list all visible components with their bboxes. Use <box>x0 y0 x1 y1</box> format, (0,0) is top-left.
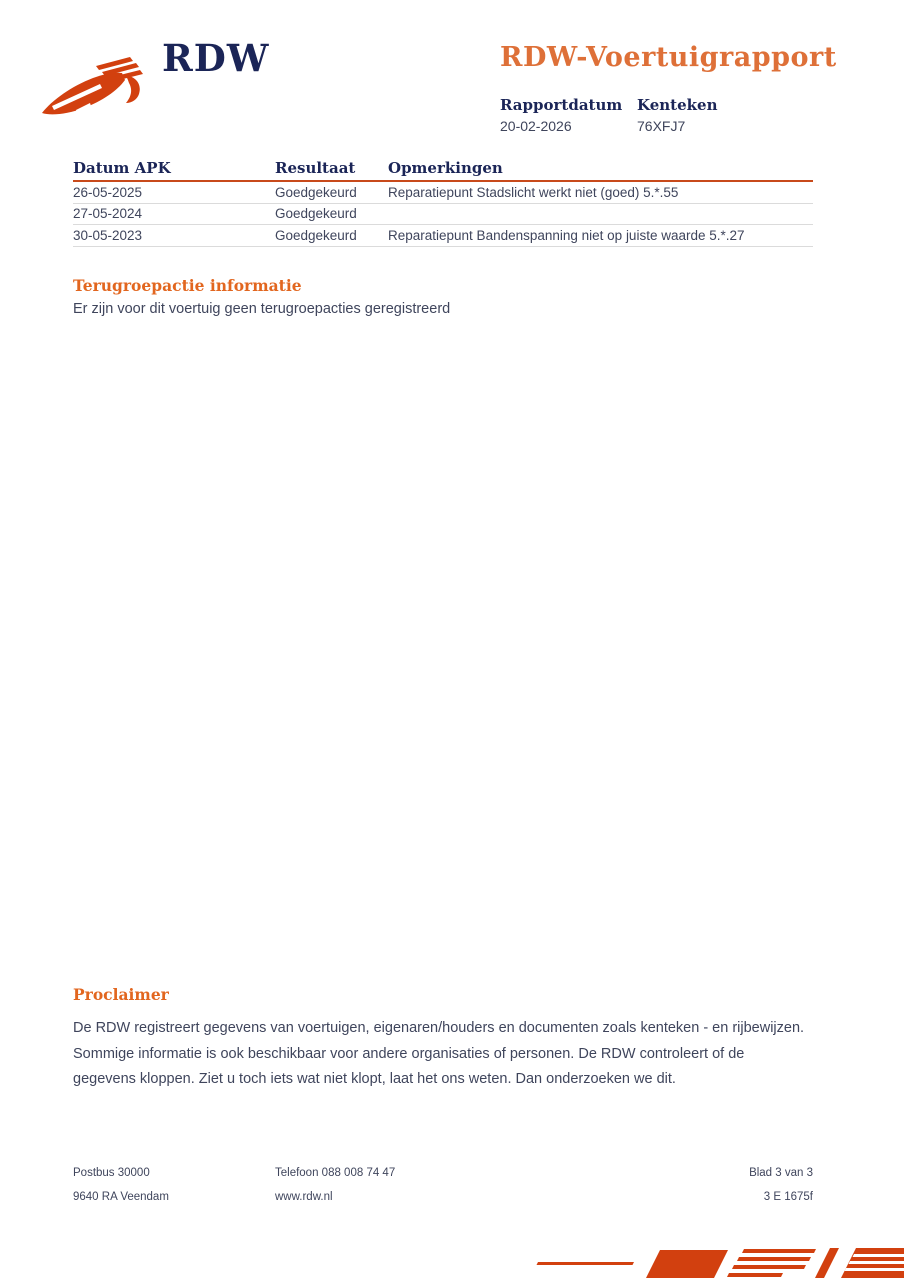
table-cell-opmerkingen: Reparatiepunt Bandenspanning niet op juiste waarde 5.*.27 <box>388 227 745 243</box>
column-header-datum-apk: Datum APK <box>73 159 171 177</box>
footer-address-line1: Postbus 30000 <box>73 1167 150 1179</box>
apk-table-body <box>73 182 813 247</box>
recall-section-heading: Terugroepactie informatie <box>73 276 302 295</box>
footer-website: www.rdw.nl <box>275 1191 333 1203</box>
table-cell-resultaat: Goedgekeurd <box>275 206 357 222</box>
footer-page-indicator: Blad 3 van 3 <box>749 1167 813 1179</box>
license-plate-value: 76XFJ7 <box>637 118 686 134</box>
table-cell-opmerkingen: Reparatiepunt Stadslicht werkt niet (goed) 5.*.55 <box>388 184 679 200</box>
apk-history-table <box>73 157 813 247</box>
column-header-resultaat: Resultaat <box>275 159 356 177</box>
table-row <box>73 182 813 204</box>
rdw-feather-logo-icon <box>38 52 163 118</box>
table-cell-datum: 27-05-2024 <box>73 206 143 222</box>
table-row <box>73 225 813 247</box>
table-header-row <box>73 157 813 182</box>
proclaimer-body: De RDW registreert gegevens van voertuigen, eigenaren/houders en documenten zoals kenteken - en rijbewijzen. Sommige informatie is ook beschikbaar voor andere organisaties of personen. De RDW controleert of de gegevens kloppen. Ziet u toch iets wat niet klopt, laat het ons weten. Dan onderzoeken we dit. <box>73 1020 805 1087</box>
page-title: RDW-Voertuigrapport <box>500 42 837 73</box>
table-cell-datum: 30-05-2023 <box>73 227 143 243</box>
footer-form-code: 3 E 1675f <box>763 1191 813 1203</box>
column-header-opmerkingen: Opmerkingen <box>388 159 503 177</box>
table-cell-resultaat: Goedgekeurd <box>275 184 357 200</box>
table-cell-datum: 26-05-2025 <box>73 184 143 200</box>
report-date-label: Rapportdatum <box>500 96 623 114</box>
rdw-wordmark: RDW <box>162 36 270 80</box>
table-cell-resultaat: Goedgekeurd <box>275 227 357 243</box>
proclaimer-heading: Proclaimer <box>73 985 169 1004</box>
license-plate-label: Kenteken <box>637 96 718 114</box>
footer-phone: Telefoon 088 008 74 47 <box>275 1167 396 1179</box>
footer-address-line2: 9640 RA Veendam <box>73 1191 169 1203</box>
recall-section-body: Er zijn voor dit voertuig geen terugroepacties geregistreerd <box>73 301 451 317</box>
rdw-speed-stripes-graphic <box>508 1246 904 1280</box>
report-date-value: 20-02-2026 <box>500 118 572 134</box>
table-row <box>73 204 813 226</box>
